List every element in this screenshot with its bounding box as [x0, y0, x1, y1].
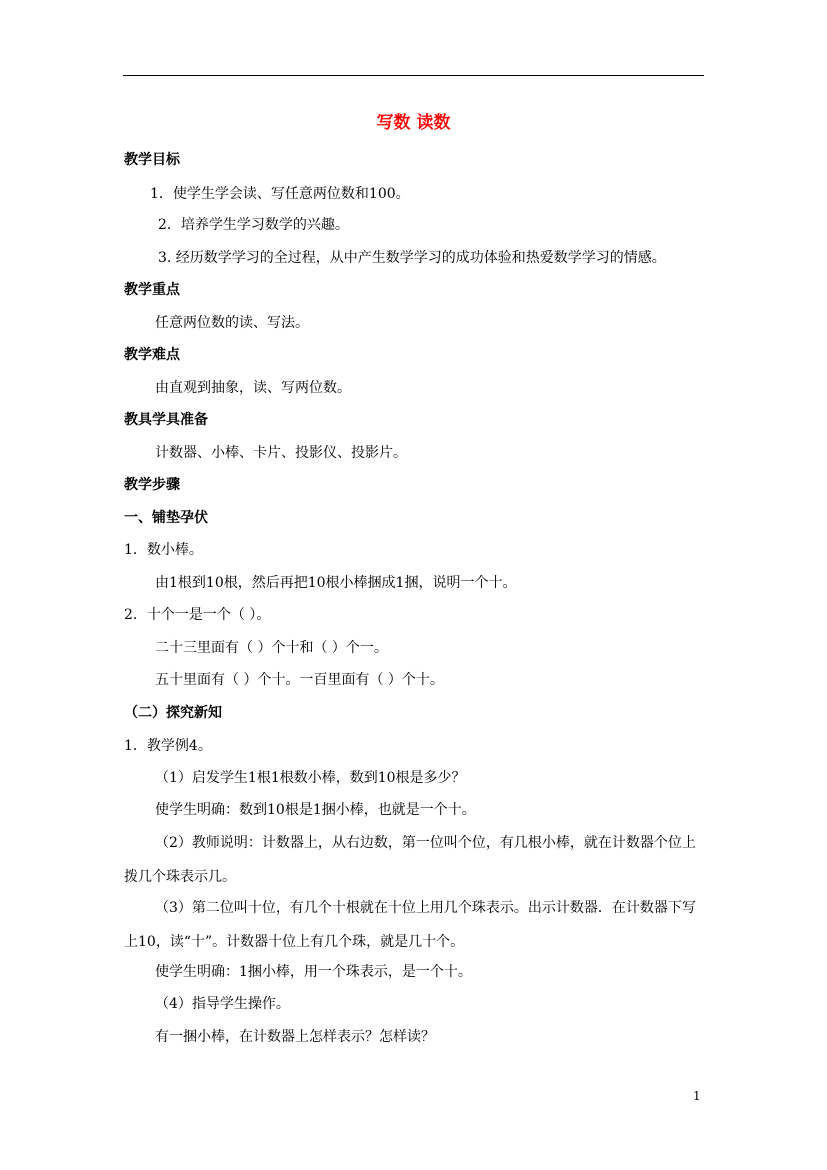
heading-section-1: 一、铺垫孕伏 — [124, 510, 208, 526]
example-4-question: 有一捆小棒，在计数器上怎样表示？怎样读？ — [155, 1029, 435, 1045]
heading-section-2: （二）探究新知 — [124, 705, 222, 721]
heading-teaching-goals: 教学目标 — [124, 152, 180, 168]
heading-steps: 教学步骤 — [124, 477, 180, 493]
example-4-step-4: （4）指导学生操作。 — [155, 996, 290, 1012]
step-2-question: 2．十个一是一个（ ）。 — [124, 607, 271, 623]
example-4-step-3: （3）第二位叫十位，有几个十根就在十位上用几个珠表示。出示计数器．在计数器下写上10，读“十”。计数器十位上有几个珠，就是几十个。 — [124, 900, 696, 950]
example-4-step-2: （2）教师说明：计数器上，从右边数，第一位叫个位，有几根小棒，就在计数器个位上拨几个珠表示几。 — [124, 835, 696, 885]
example-4-title: 1．教学例4。 — [124, 738, 212, 754]
step-1-count-sticks: 1．数小棒。 — [124, 542, 203, 558]
goal-item-3: 3. 经历数学学习的全过程，从中产生数学学习的成功体验和热爱数学学习的情感。 — [158, 250, 666, 266]
materials-text: 计数器、小棒、卡片、投影仪、投影片。 — [155, 445, 407, 461]
key-points-text: 任意两位数的读、写法。 — [155, 315, 309, 331]
heading-key-points: 教学重点 — [124, 282, 180, 298]
difficulties-text: 由直观到抽象，读、写两位数。 — [155, 380, 351, 396]
example-4-step-1: （1）启发学生1根1根数小棒，数到10根是多少？ — [155, 770, 466, 786]
step-2-question-b: 五十里面有（ ）个十。一百里面有（ ）个十。 — [155, 672, 444, 688]
example-4-conclusion-1: 使学生明确：数到10根是1捆小棒，也就是一个十。 — [155, 802, 476, 818]
page-number: 1 — [693, 1089, 701, 1103]
heading-difficulties: 教学难点 — [124, 347, 180, 363]
goal-item-2: 2．培养学生学习数学的兴趣。 — [158, 217, 349, 233]
example-4-conclusion-2: 使学生明确：1捆小棒，用一个珠表示，是一个十。 — [155, 964, 472, 980]
document-title: 写数 读数 — [376, 113, 451, 133]
goal-item-1: 1．使学生学会读、写任意两位数和100。 — [150, 186, 410, 202]
header-rule — [123, 75, 704, 76]
step-1-detail: 由1根到10根，然后再把10根小棒捆成1捆，说明一个十。 — [155, 575, 517, 591]
heading-materials: 教具学具准备 — [124, 412, 208, 428]
step-2-question-a: 二十三里面有（ ）个十和（ ）个一。 — [155, 640, 388, 656]
